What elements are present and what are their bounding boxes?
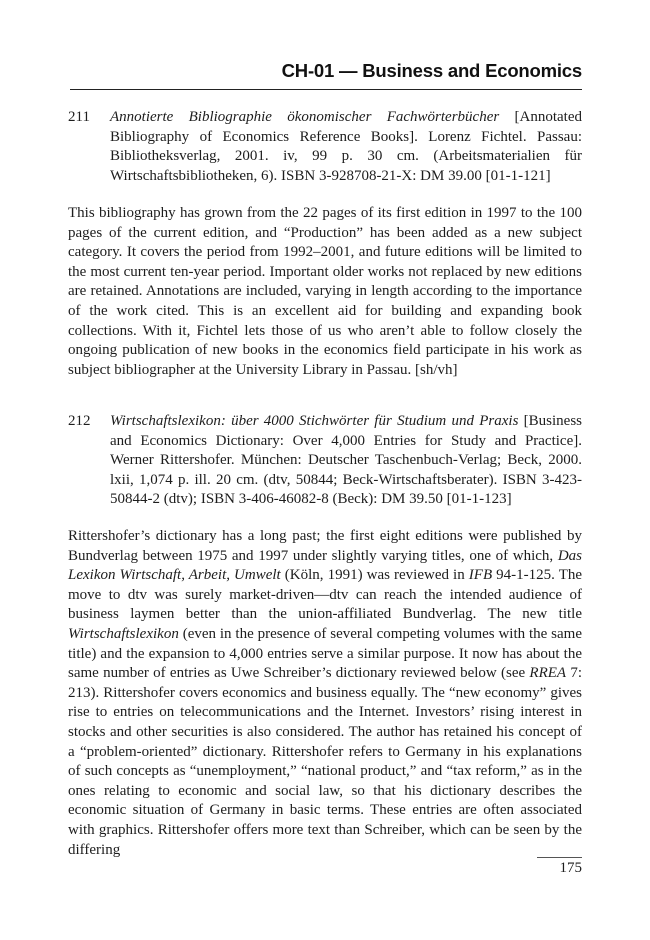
review-text: 7: 213). Rittershofer covers economics and business equally. The “new economy” gives rise to entries on telecommunications and the Internet. Investors’ rising interest in stocks and other securities is also considered. The author has retained his concept of a “problem-oriented” dictionary. Rittershofer refers to Germany in his explanations of such concepts as “unemployment,” “national product,” and “tax reform,” as in the ones relating to economic and social law, so that his dictionary describes the economic situation of Germany in basic terms. These entries are often associated with graphics. Rittershofer offers more text than Schreiber, which can be seen by the differing (68, 665, 583, 858)
entry-citation (110, 108, 582, 186)
entry-citation-text: [Business and Economics Dictionary: Over 4,000 Entries for Study and Practice]. Werner Rittershofer. München: Deutscher Taschenbuch-Verlag; Beck, 2000. lxii, 1,074 p. ill. 20 cm. (dtv, 50844; Beck-Wirtschaftsberater). ISBN 3-423-50844-2 (dtv); ISBN 3-406-46082-8 (Beck): DM 39.50 [01-1-123] (110, 413, 583, 508)
entry-211 (68, 108, 582, 186)
review-italic-title: RREA (529, 665, 567, 682)
entry-citation (110, 412, 582, 510)
page-number: 175 (559, 860, 582, 876)
entry-title: Wirtschaftslexikon: über 4000 Stichwörter für Studium und Praxis (110, 413, 519, 429)
footer-rule (537, 857, 582, 858)
header-rule (70, 89, 582, 90)
entry-citation-text: [Annotated Bibliography of Economics Reference Books]. Lorenz Fichtel. Passau: Bibliotheksverlag, 2001. iv, 99 p. 30 cm. (Arbeitsmaterialien für Wirtschaftsbibliotheken, 6). ISBN 3-928708-21-X: DM 39.00 [01-1-121] (110, 109, 582, 184)
entry-number: 212 (68, 413, 91, 429)
review-text: Rittershofer’s dictionary has a long past; the first eight editions were published by Bundverlag between 1975 and 1997 under slightly varying titles, one of which, (68, 528, 582, 564)
entry-title: Annotierte Bibliographie ökonomischer Fachwörterbücher (110, 109, 500, 125)
review-text: 94-1-125. The move to dtv was surely market-driven—dtv can reach the intended audience of business laymen better than the union-affiliated Bundverlag. The new title (68, 567, 583, 623)
review-italic-title: IFB (468, 567, 493, 584)
entry-212 (68, 412, 582, 510)
review-212 (68, 527, 582, 860)
review-text: (even in the presence of several competing volumes with the same title) and the expansion to 4,000 entries serve a similar purpose. It now has about the same number of entries as Uwe Schreiber’s dictionary reviewed below (see (68, 625, 583, 682)
review-211: This bibliography has grown from the 22 pages of its first edition in 1997 to the 100 pages of the current edition, and “Production” has been added as a new subject category. It covers the period from 1992–2001, and future editions will be limited to the most current ten-year period. Important older works not replaced by new editions are retained. Annotations are included, varying in length according to the importance of the work cited. This is an excellent aid for building and expanding book collections. With it, Fichtel lets those of us who aren’t able to follow closely the ongoing publication of new books in the economics field participate in his work as subject bibliographer at the University Library in Passau. [sh/vh] (68, 205, 582, 378)
review-text: (Köln, 1991) was reviewed in (284, 567, 465, 584)
review-italic-title: Wirtschaftslexikon (68, 625, 179, 642)
review-italic-title: Das Lexikon Wirtschaft, Arbeit, Umwelt (68, 547, 583, 584)
running-header: CH-01 — Business and Economics (281, 60, 582, 81)
entry-number: 211 (68, 109, 90, 125)
